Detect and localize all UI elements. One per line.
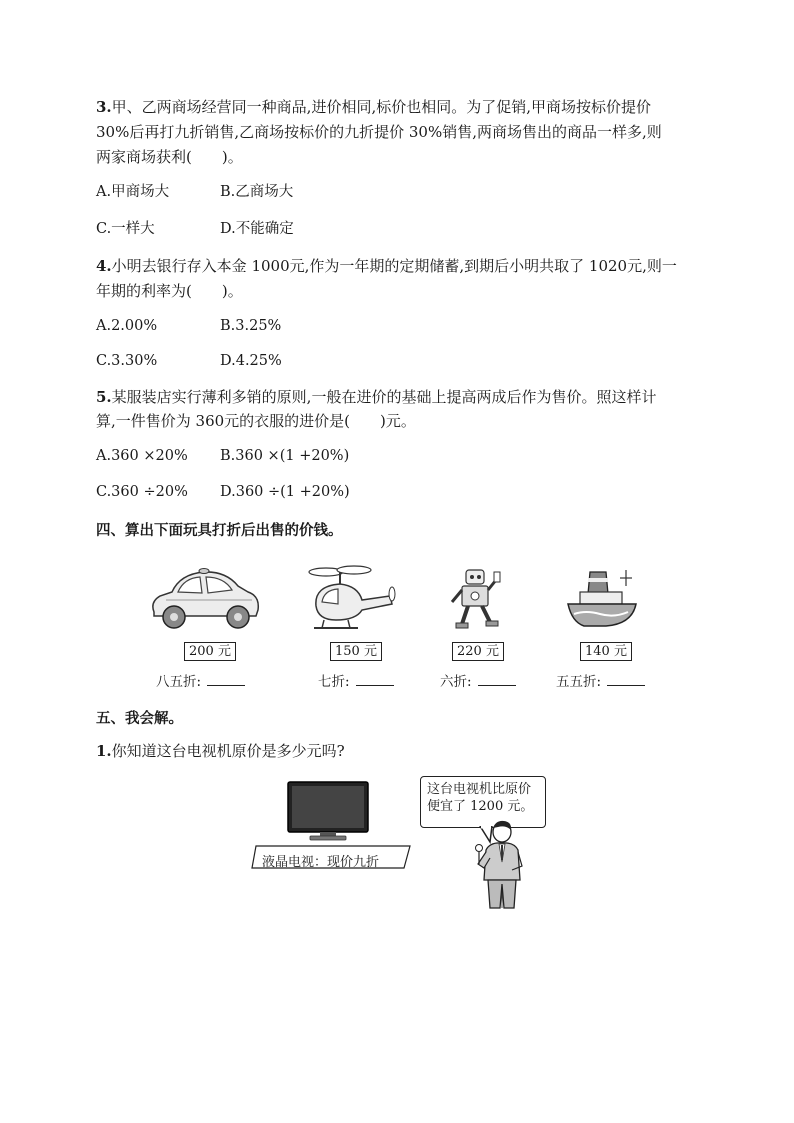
q5-option-c[interactable]: C.360 ÷20% bbox=[96, 484, 188, 500]
q4-option-b[interactable]: B.3.25% bbox=[220, 318, 282, 334]
s5-q1-number: 1. bbox=[96, 742, 112, 760]
car-price-box: 200 元 bbox=[184, 642, 236, 661]
robot-price-box: 220 元 bbox=[452, 642, 504, 661]
q3-line-3: 两家商场获利( )。 bbox=[96, 148, 243, 166]
q4-number: 4. bbox=[96, 257, 112, 275]
q5-option-a[interactable]: A.360 ×20% bbox=[96, 448, 188, 464]
bubble-line-2: 便宜了 1200 元。 bbox=[427, 799, 534, 814]
helicopter-icon bbox=[306, 562, 398, 634]
car-answer-blank[interactable] bbox=[207, 673, 245, 686]
ship-answer-blank[interactable] bbox=[607, 673, 645, 686]
robot-icon bbox=[448, 566, 506, 632]
robot-discount: 六折: bbox=[440, 670, 516, 690]
q3-option-d[interactable]: D.不能确定 bbox=[220, 221, 294, 237]
q3-option-b[interactable]: B.乙商场大 bbox=[220, 184, 294, 200]
tv-label-text: 液晶电视：现价九折 bbox=[262, 855, 380, 870]
tv-icon bbox=[286, 780, 370, 842]
ship-price-box: 140 元 bbox=[580, 642, 632, 661]
q4-option-a[interactable]: A.2.00% bbox=[96, 318, 158, 334]
helicopter-price-box: 150 元 bbox=[330, 642, 382, 661]
car-discount: 八五折: bbox=[156, 670, 245, 690]
q3-number: 3. bbox=[96, 98, 112, 116]
car-icon bbox=[146, 562, 264, 634]
q5-line-2: 算,一件售价为 360元的衣服的进价是( )元。 bbox=[96, 412, 416, 430]
q4-option-d[interactable]: D.4.25% bbox=[220, 353, 282, 369]
q3-option-a[interactable]: A.甲商场大 bbox=[96, 184, 170, 200]
ship-discount: 五五折: bbox=[556, 670, 645, 690]
q5-option-b[interactable]: B.360 ×(1 +20%) bbox=[220, 448, 350, 464]
bubble-line-1: 这台电视机比原价 bbox=[427, 782, 532, 797]
q5-line-1: 5.某服装店实行薄利多销的原则,一般在进价的基础上提高两成后作为售价。照这样计 bbox=[96, 388, 657, 406]
salesman-icon bbox=[470, 818, 530, 910]
ship-icon bbox=[566, 564, 638, 632]
section5-heading: 五、我会解。 bbox=[96, 710, 183, 727]
q3-line-1: 3.甲、乙两商场经营同一种商品,进价相同,标价也相同。为了促销,甲商场按标价提价 bbox=[96, 98, 651, 116]
section4-heading: 四、算出下面玩具打折后出售的价钱。 bbox=[96, 522, 343, 539]
s5-q1-line: 1.你知道这台电视机原价是多少元吗? bbox=[96, 742, 345, 760]
q3-line-2: 30%后再打九折销售,乙商场按标价的九折提价 30%销售,两商场售出的商品一样多,则 bbox=[96, 123, 662, 141]
q3-option-c[interactable]: C.一样大 bbox=[96, 221, 155, 237]
helicopter-discount: 七折: bbox=[318, 670, 394, 690]
helicopter-answer-blank[interactable] bbox=[356, 673, 394, 686]
q4-line-2: 年期的利率为( )。 bbox=[96, 282, 243, 300]
robot-answer-blank[interactable] bbox=[478, 673, 516, 686]
q4-line-1: 4.小明去银行存入本金 1000元,作为一年期的定期储蓄,到期后小明共取了 1020元,则一 bbox=[96, 257, 677, 275]
q5-number: 5. bbox=[96, 388, 112, 406]
q5-option-d[interactable]: D.360 ÷(1 +20%) bbox=[220, 484, 350, 500]
q4-option-c[interactable]: C.3.30% bbox=[96, 353, 158, 369]
